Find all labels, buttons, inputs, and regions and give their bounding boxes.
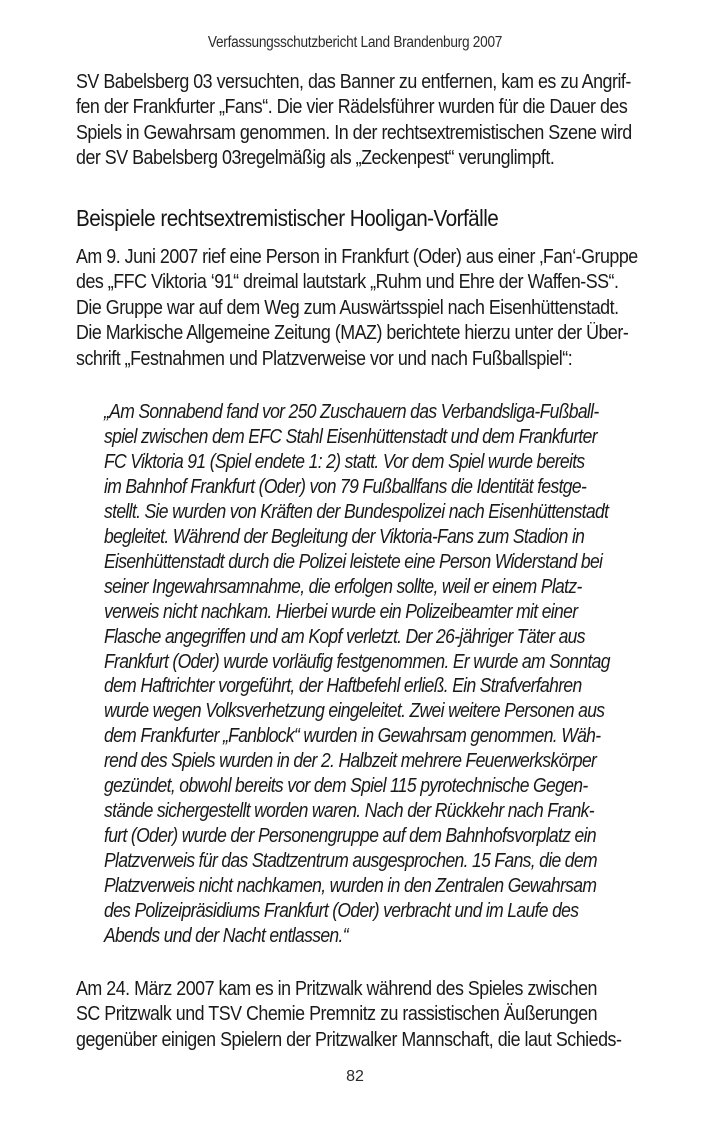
- quote-line: Platzverweis nicht nachkamen, wurden in den Zentralen Gewahrsam: [104, 875, 597, 898]
- quote-line: dem Haftrichter vorgeführt, der Haftbefehl erließ. Ein Strafverfahren: [104, 675, 582, 698]
- quote-line: Platzverweis für das Stadtzentrum ausgesprochen. 15 Fans, die dem: [104, 850, 597, 873]
- running-header: Verfassungsschutzbericht Land Brandenburg 2007: [207, 34, 503, 51]
- body-paragraph: [76, 977, 636, 1053]
- quote-line: Abends und der Nacht entlassen.“: [104, 925, 348, 948]
- text-line: Die Markische Allgemeine Zeitung (MAZ) berichtete hierzu unter der Über-: [76, 322, 629, 345]
- text-line: SV Babelsberg 03 versuchten, das Banner zu entfernen, kam es zu Angrif-: [76, 71, 631, 93]
- quote-line: furt (Oder) wurde der Personengruppe auf dem Bahnhofsvorplatz ein: [104, 825, 596, 848]
- quote-line: gezündet, obwohl bereits vor dem Spiel 115 pyrotechnische Gegen-: [104, 775, 588, 798]
- text-line: SC Pritzwalk und TSV Chemie Premnitz zu rassistischen Äußerungen: [76, 1003, 598, 1026]
- page-number: 82: [346, 1068, 364, 1085]
- quote-line: rend des Spiels wurden in der 2. Halbzeit mehrere Feuerwerkskörper: [104, 750, 597, 773]
- quote-line: Flasche angegriffen und am Kopf verletzt. Der 26-jähriger Täter aus: [104, 625, 585, 648]
- quote-line: verweis nicht nachkam. Hierbei wurde ein Polizeibeamter mit einer: [104, 600, 578, 623]
- quote-line: im Bahnhof Frankfurt (Oder) von 79 Fußballfans die Identität festge-: [104, 475, 587, 498]
- text-line: fen der Frankfurter „Fans“. Die vier Rädelsführer wurden für die Dauer des: [76, 96, 628, 119]
- quote-line: wurde wegen Volksverhetzung eingeleitet. Zwei weitere Personen aus: [104, 700, 605, 723]
- quote-line: FC Viktoria 91 (Spiel endete 1: 2) statt. Vor dem Spiel wurde bereits: [104, 450, 585, 473]
- quote-line: stände sichergestellt worden waren. Nach der Rückkehr nach Frank-: [104, 800, 594, 823]
- text-line: Spiels in Gewahrsam genommen. In der rechtsextremistischen Szene wird: [76, 121, 632, 144]
- text-line: des „FFC Viktoria ‘91“ dreimal lautstark „Ruhm und Ehre der Waffen-SS“.: [76, 271, 619, 294]
- block-quote: [104, 400, 636, 949]
- quote-line: stellt. Sie wurden von Kräften der Bundespolizei nach Eisenhüttenstadt: [104, 500, 609, 523]
- text-line: gegenüber einigen Spielern der Pritzwalker Mannschaft, die laut Schieds-: [76, 1028, 622, 1051]
- text-line: Am 9. Juni 2007 rief eine Person in Frankfurt (Oder) aus einer ‚Fan‘-Gruppe: [76, 246, 638, 268]
- quote-line: spiel zwischen dem EFC Stahl Eisenhüttenstadt und dem Frankfurter: [104, 425, 597, 448]
- body-paragraph: [76, 245, 636, 372]
- text-line: Die Gruppe war auf dem Weg zum Auswärtsspiel nach Eisenhüttenstadt.: [76, 296, 619, 319]
- quote-line: „Am Sonnabend fand vor 250 Zuschauern das Verbandsliga-Fußball-: [104, 401, 599, 423]
- quote-line: dem Frankfurter „Fanblock“ wurden in Gewahrsam genommen. Wäh-: [104, 725, 601, 748]
- quote-line: Frankfurt (Oder) wurde vorläufig festgenommen. Er wurde am Sonntag: [104, 650, 610, 673]
- intro-paragraph: [76, 70, 636, 172]
- quote-line: Eisenhüttenstadt durch die Polizei leistete eine Person Widerstand bei: [104, 550, 603, 573]
- text-line: schrift „Festnahmen und Platzverweise vor und nach Fußballspiel“:: [76, 347, 573, 370]
- section-heading: Beispiele rechtsextremistischer Hooligan-Vorfälle: [76, 205, 499, 231]
- quote-line: des Polizeipräsidiums Frankfurt (Oder) verbracht und im Laufe des: [104, 900, 579, 923]
- quote-line: begleitet. Während der Begleitung der Viktoria-Fans zum Stadion in: [104, 525, 585, 548]
- quote-line: seiner Ingewahrsamnahme, die erfolgen sollte, weil er einem Platz-: [104, 575, 582, 598]
- text-line: der SV Babelsberg 03regelmäßig als „Zeckenpest“ verunglimpft.: [76, 147, 555, 170]
- text-line: Am 24. März 2007 kam es in Pritzwalk während des Spieles zwischen: [76, 978, 597, 1000]
